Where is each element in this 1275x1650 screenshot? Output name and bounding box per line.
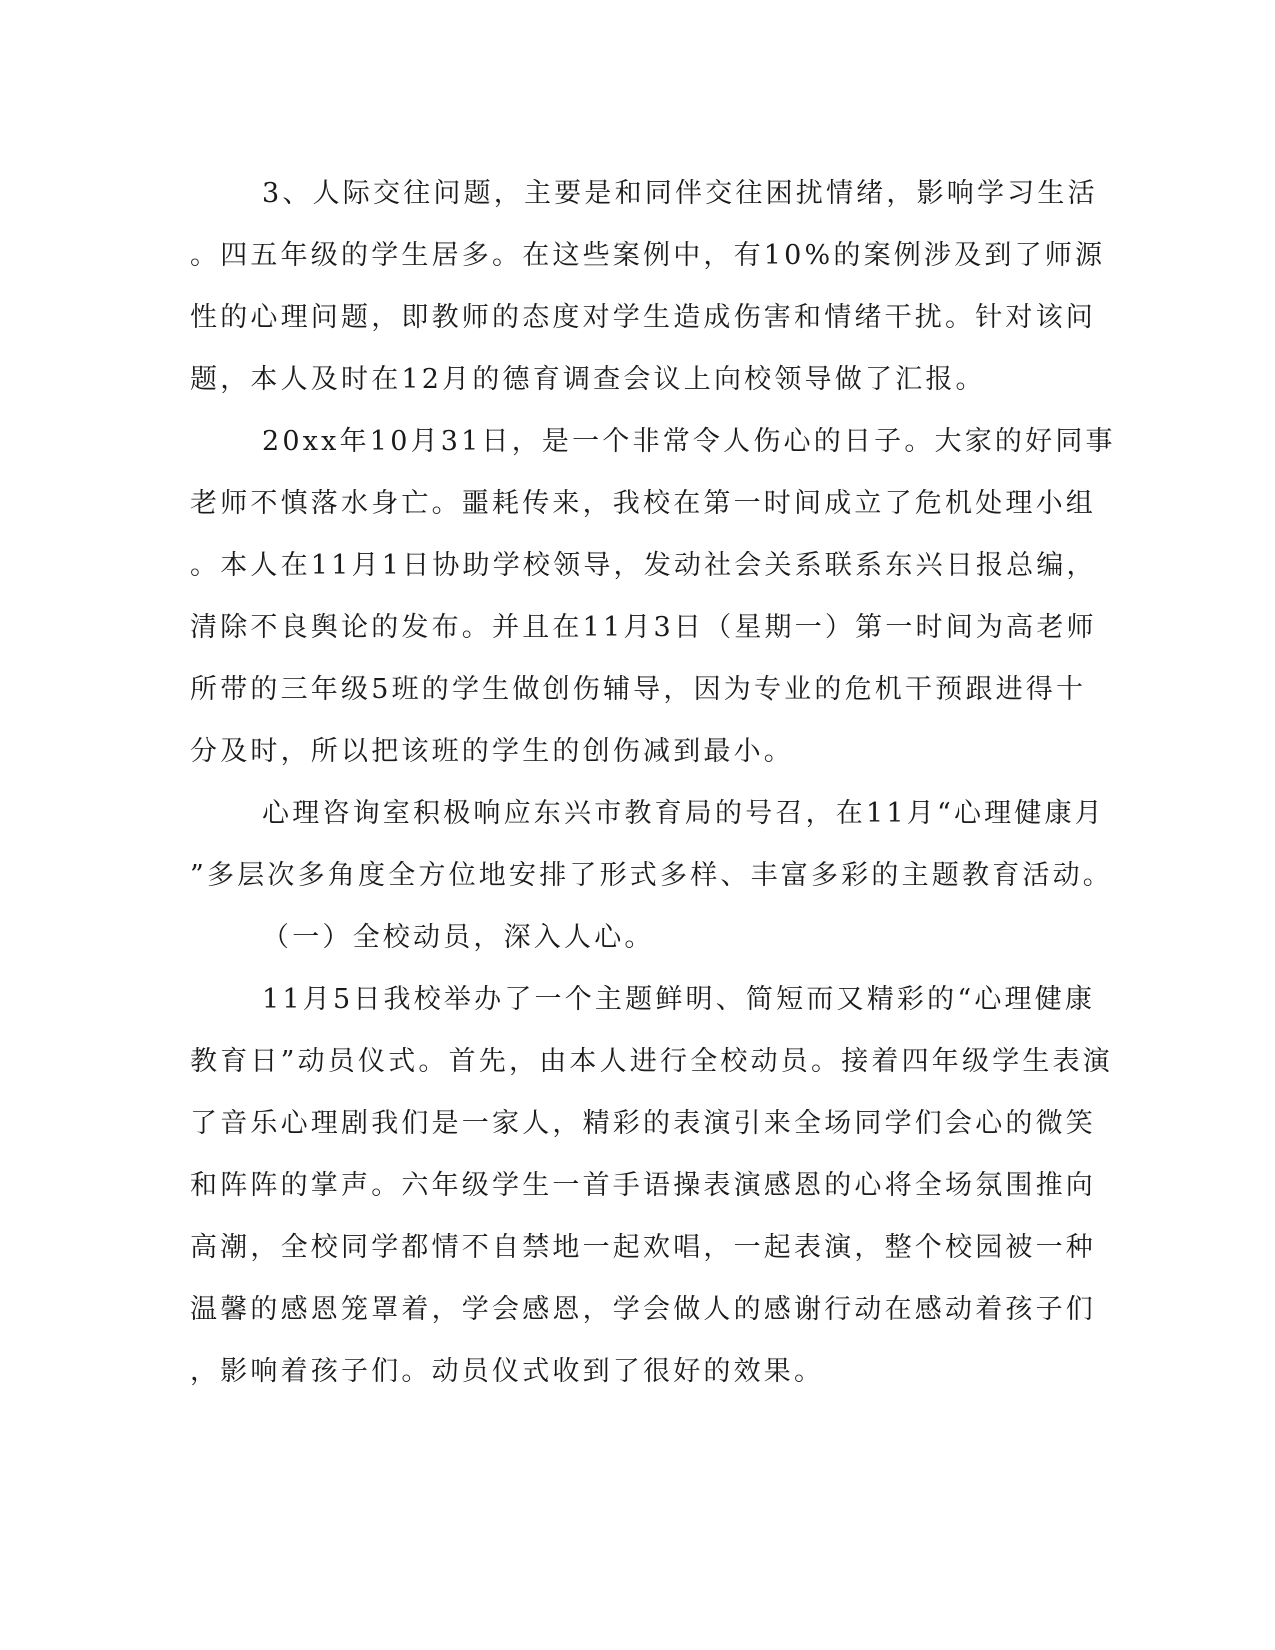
body-text [190, 163, 1116, 1403]
text-line: 老师不慎落水身亡。噩耗传来，我校在第一时间成立了危机处理小组 [190, 488, 1096, 519]
text-line: 20xx年10月31日，是一个非常令人伤心的日子。大家的好同事 [262, 426, 1116, 457]
text-line: 教育日”动员仪式。首先，由本人进行全校动员。接着四年级学生表演 [190, 1046, 1114, 1077]
text-line: 题，本人及时在12月的德育调查会议上向校领导做了汇报。 [190, 364, 986, 395]
text-line: ”多层次多角度全方位地安排了形式多样、丰富多彩的主题教育活动。 [190, 860, 1114, 891]
text-line: 11月5日我校举办了一个主题鲜明、简短而又精彩的“心理健康 [262, 984, 1096, 1015]
text-line: 心理咨询室积极响应东兴市教育局的号召，在11月“心理健康月 [262, 798, 1105, 829]
text-line: 清除不良舆论的发布。并且在11月3日（星期一）第一时间为高老师 [190, 612, 1097, 643]
text-line: 所带的三年级5班的学生做创伤辅导，因为专业的危机干预跟进得十 [190, 674, 1087, 705]
text-line: 了音乐心理剧我们是一家人，精彩的表演引来全场同学们会心的微笑 [190, 1108, 1096, 1139]
text-line: 性的心理问题，即教师的态度对学生造成伤害和情绪干扰。针对该问 [190, 302, 1096, 333]
text-line: 温馨的感恩笼罩着，学会感恩，学会做人的感谢行动在感动着孩子们 [190, 1294, 1096, 1325]
text-line: 。四五年级的学生居多。在这些案例中，有10%的案例涉及到了师源 [190, 240, 1106, 271]
text-line: 3、人际交往问题，主要是和同伴交往困扰情绪，影响学习生活 [262, 178, 1098, 209]
text-line: ，影响着孩子们。动员仪式收到了很好的效果。 [190, 1356, 825, 1387]
section-heading: （一）全校动员，深入人心。 [262, 922, 655, 953]
text-line: 高潮，全校同学都情不自禁地一起欢唱，一起表演，整个校园被一种 [190, 1232, 1096, 1263]
text-line: 分及时，所以把该班的学生的创伤减到最小。 [190, 736, 794, 767]
text-line: 。本人在11月1日协助学校领导，发动社会关系联系东兴日报总编， [190, 550, 1097, 581]
text-line: 和阵阵的掌声。六年级学生一首手语操表演感恩的心将全场氛围推向 [190, 1170, 1096, 1201]
